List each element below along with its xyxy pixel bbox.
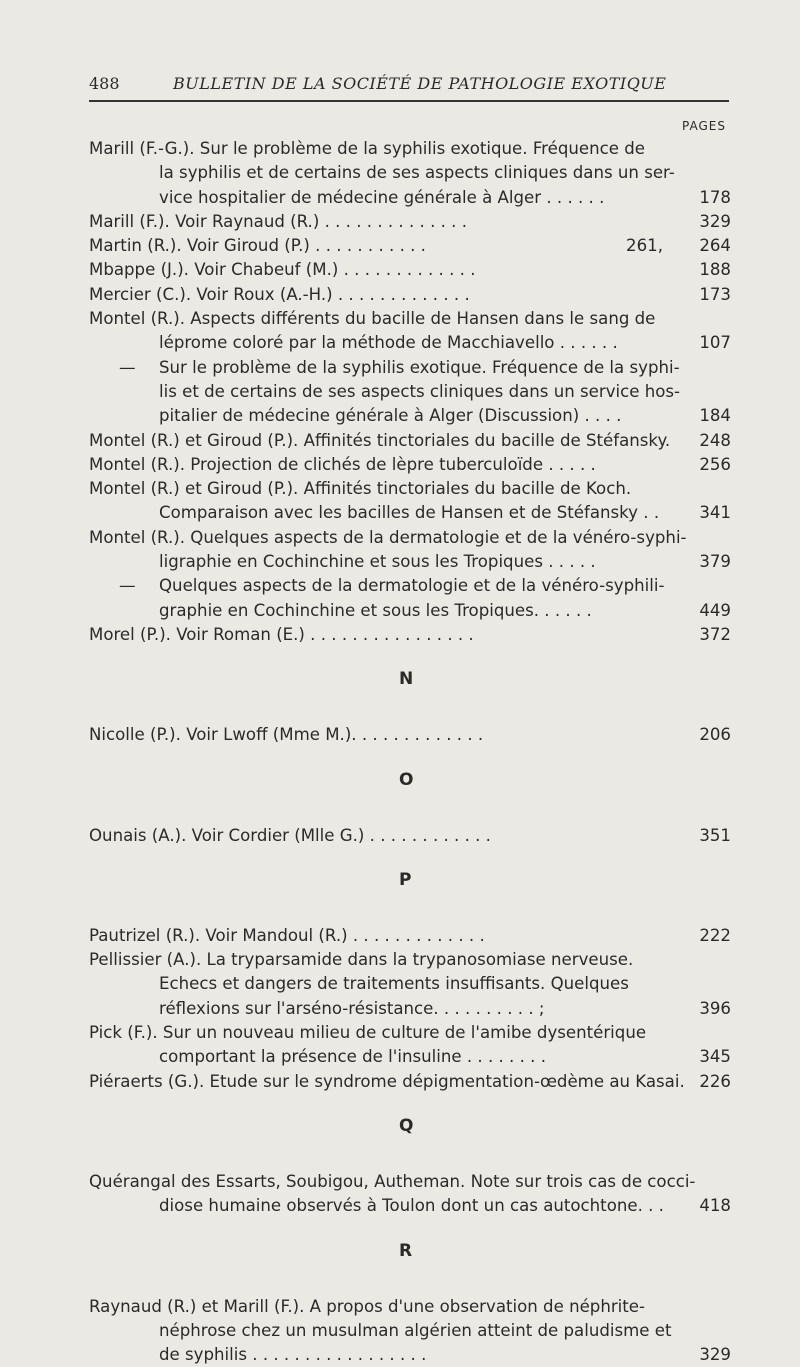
index-entry <box>89 307 731 356</box>
entry-line <box>89 331 731 355</box>
entry-line <box>89 623 731 647</box>
entry-page: 329 <box>699 1343 731 1367</box>
entry-text: Pellissier (A.). La tryparsamide dans la trypanosomiase nerveuse. <box>89 950 633 969</box>
index-entry <box>89 283 731 307</box>
entry-page: 449 <box>699 599 731 623</box>
entry-line <box>89 161 731 185</box>
entry-page-alt: 261, <box>626 234 663 258</box>
entry-text: Montel (R.). Aspects différents du bacille de Hansen dans le sang de <box>89 309 655 328</box>
entry-line <box>89 234 731 258</box>
entry-page: 372 <box>699 623 731 647</box>
entry-text: diose humaine observés à Toulon dont un cas autochtone. . . <box>159 1196 664 1215</box>
section-letter-text: P <box>399 870 411 890</box>
index-entry <box>89 210 731 234</box>
section-letter <box>89 647 731 723</box>
entry-text: Sur le problème de la syphilis exotique. Fréquence de la syphi- <box>159 358 680 377</box>
entry-text: Marill (F.-G.). Sur le problème de la syphilis exotique. Fréquence de <box>89 139 645 158</box>
index-entry <box>89 623 731 647</box>
index-entry <box>89 574 731 623</box>
entry-line <box>89 1021 731 1045</box>
section-letter <box>89 748 731 824</box>
entry-line <box>89 550 731 574</box>
entry-text: Morel (P.). Voir Roman (E.) . . . . . . . . . . . . . . . . <box>89 625 474 644</box>
entry-page: 188 <box>699 258 731 282</box>
entry-page: 351 <box>699 824 731 848</box>
pages-column-label: PAGES <box>682 119 726 133</box>
entry-text: Echecs et dangers de traitements insuffisants. Quelques <box>159 974 629 993</box>
entry-page: 341 <box>699 501 731 525</box>
index-entry <box>89 1070 731 1094</box>
entry-text: ligraphie en Cochinchine et sous les Tropiques . . . . . <box>159 552 596 571</box>
entry-line <box>89 574 731 598</box>
entry-text: léprome coloré par la méthode de Macchiavello . . . . . . <box>159 333 618 352</box>
index-entry <box>89 948 731 1021</box>
entry-line <box>89 526 731 550</box>
section-letter-text: R <box>399 1241 412 1261</box>
entry-text: Raynaud (R.) et Marill (F.). A propos d'une observation de néphrite- <box>89 1297 645 1316</box>
entry-text: Montel (R.). Projection de clichés de lèpre tuberculoïde . . . . . <box>89 455 596 474</box>
entry-text: Quérangal des Essarts, Soubigou, Autheman. Note sur trois cas de cocci- <box>89 1172 695 1191</box>
index-entry <box>89 477 731 526</box>
repeat-dash: — <box>119 574 136 598</box>
entry-line <box>89 453 731 477</box>
entry-line <box>89 258 731 282</box>
index-entry <box>89 234 731 258</box>
entry-text: Marill (F.). Voir Raynaud (R.) . . . . . . . . . . . . . . <box>89 212 467 231</box>
entry-page: 418 <box>699 1194 731 1218</box>
entry-line <box>89 137 731 161</box>
entry-page: 248 <box>699 429 731 453</box>
entry-line <box>89 283 731 307</box>
entry-text: Pick (F.). Sur un nouveau milieu de culture de l'amibe dysentérique <box>89 1023 646 1042</box>
index-entry <box>89 137 731 210</box>
entry-line <box>89 210 731 234</box>
repeat-dash: — <box>119 356 136 380</box>
entry-line <box>89 429 731 453</box>
entry-text: néphrose chez un musulman algérien atteint de paludisme et <box>159 1321 672 1340</box>
entry-text: Montel (R.) et Giroud (P.). Affinités tinctoriales du bacille de Stéfansky. <box>89 431 670 450</box>
index-entry <box>89 723 731 747</box>
entry-line <box>89 477 731 501</box>
page-number: 488 <box>89 74 120 93</box>
entry-line <box>89 997 731 1021</box>
entry-page: 396 <box>699 997 731 1021</box>
entry-page: 184 <box>699 404 731 428</box>
section-letter <box>89 848 731 924</box>
entry-line <box>89 723 731 747</box>
entry-line <box>89 1319 731 1343</box>
index-entry <box>89 1021 731 1070</box>
entry-line <box>89 1045 731 1069</box>
entry-text: Comparaison avec les bacilles de Hansen et de Stéfansky . . <box>159 503 659 522</box>
entry-text: Mercier (C.). Voir Roux (A.-H.) . . . . . . . . . . . . . <box>89 285 470 304</box>
entry-text: graphie en Cochinchine et sous les Tropiques. . . . . . <box>159 601 592 620</box>
running-header <box>89 74 729 98</box>
entry-page: 345 <box>699 1045 731 1069</box>
entry-text: comportant la présence de l'insuline . . . . . . . . <box>159 1047 546 1066</box>
entry-text: Piéraerts (G.). Etude sur le syndrome dépigmentation-œdème au Kasai. <box>89 1072 685 1091</box>
index-entry <box>89 824 731 848</box>
entry-page: 173 <box>699 283 731 307</box>
index-entries <box>89 137 731 1367</box>
entry-text: vice hospitalier de médecine générale à Alger . . . . . . <box>159 188 604 207</box>
entry-line <box>89 824 731 848</box>
entry-text: Nicolle (P.). Voir Lwoff (Mme M.). . . . . . . . . . . . . <box>89 725 483 744</box>
entry-text: pitalier de médecine générale à Alger (Discussion) . . . . <box>159 406 621 425</box>
entry-line <box>89 924 731 948</box>
index-entry <box>89 258 731 282</box>
entry-text: Ounais (A.). Voir Cordier (Mlle G.) . . . . . . . . . . . . <box>89 826 491 845</box>
entry-line <box>89 186 731 210</box>
entry-page: 329 <box>699 210 731 234</box>
index-entry <box>89 924 731 948</box>
entry-page: 178 <box>699 186 731 210</box>
section-letter <box>89 1219 731 1295</box>
entry-page: 226 <box>699 1070 731 1094</box>
index-entry <box>89 526 731 575</box>
index-entry <box>89 429 731 453</box>
journal-title: BULLETIN DE LA SOCIÉTÉ DE PATHOLOGIE EXOTIQUE <box>173 74 666 93</box>
entry-text: Montel (R.). Quelques aspects de la dermatologie et de la vénéro-syphi- <box>89 528 687 547</box>
entry-text: Martin (R.). Voir Giroud (P.) . . . . . . . . . . . <box>89 236 426 255</box>
entry-line <box>89 948 731 972</box>
section-letter-text: Q <box>399 1116 413 1136</box>
entry-text: lis et de certains de ses aspects cliniques dans un service hos- <box>159 382 680 401</box>
entry-text: de syphilis . . . . . . . . . . . . . . . . . <box>159 1345 426 1364</box>
entry-line <box>89 404 731 428</box>
entry-line <box>89 1194 731 1218</box>
entry-text: réflexions sur l'arséno-résistance. . . . . . . . . . ; <box>159 999 544 1018</box>
index-entry <box>89 1170 731 1219</box>
section-letter-text: N <box>399 669 413 689</box>
entry-page: 222 <box>699 924 731 948</box>
entry-line <box>89 356 731 380</box>
entry-line <box>89 1070 731 1094</box>
entry-line <box>89 307 731 331</box>
entry-line <box>89 972 731 996</box>
entry-page: 206 <box>699 723 731 747</box>
entry-line <box>89 599 731 623</box>
index-entry <box>89 453 731 477</box>
entry-page: 107 <box>699 331 731 355</box>
entry-page: 264 <box>699 234 731 258</box>
entry-line <box>89 1170 731 1194</box>
section-letter-text: O <box>399 770 413 790</box>
index-entry <box>89 356 731 429</box>
section-letter <box>89 1094 731 1170</box>
index-entry <box>89 1295 731 1367</box>
entry-line <box>89 380 731 404</box>
entry-line <box>89 501 731 525</box>
entry-line <box>89 1295 731 1319</box>
entry-text: Montel (R.) et Giroud (P.). Affinités tinctoriales du bacille de Koch. <box>89 479 631 498</box>
entry-page: 379 <box>699 550 731 574</box>
entry-text: la syphilis et de certains de ses aspects cliniques dans un ser- <box>159 163 675 182</box>
entry-text: Quelques aspects de la dermatologie et de la vénéro-syphili- <box>159 576 664 595</box>
entry-page: 256 <box>699 453 731 477</box>
entry-text: Mbappe (J.). Voir Chabeuf (M.) . . . . . . . . . . . . . <box>89 260 476 279</box>
header-rule <box>89 100 729 102</box>
entry-text: Pautrizel (R.). Voir Mandoul (R.) . . . . . . . . . . . . . <box>89 926 485 945</box>
